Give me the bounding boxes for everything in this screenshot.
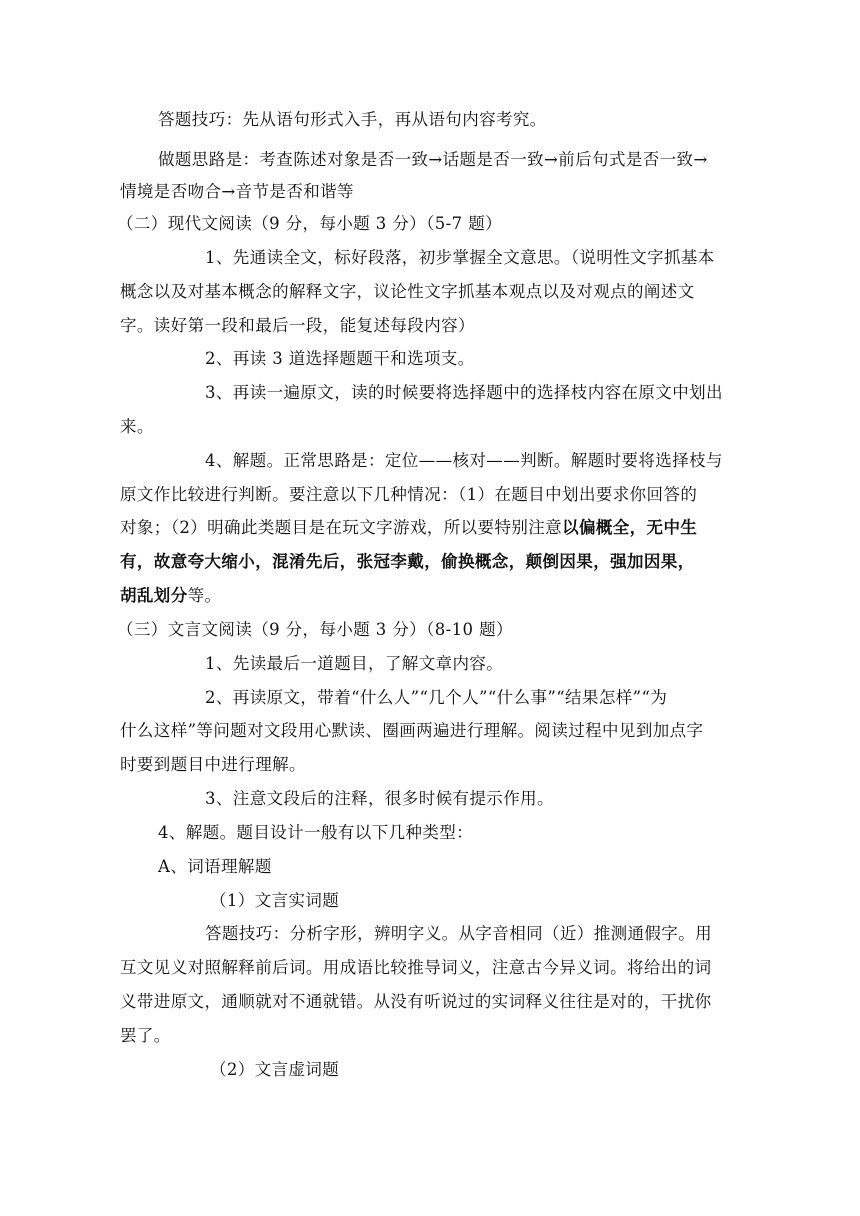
paragraph-line: 互文见义对照解释前后词。用成语比较推导词义，注意古今异义词。将给出的词 xyxy=(120,958,712,977)
section-heading-modern-reading: （二）现代文阅读（9 分，每小题 3 分）（5-7 题） xyxy=(117,214,502,233)
paragraph-line: 什么这样”等问题对文段用心默读、圈画两遍进行理解。阅读过程中见到加点字 xyxy=(120,721,704,740)
section-heading-classical-reading: （三）文言文阅读（9 分，每小题 3 分）（8-10 题） xyxy=(117,620,513,639)
paragraph-line: 1、先读最后一道题目，了解文章内容。 xyxy=(205,654,504,673)
paragraph-line: 罢了。 xyxy=(120,1026,171,1045)
paragraph-line: 来。 xyxy=(120,417,154,436)
paragraph-line xyxy=(120,511,697,545)
subheading-function-words: （2）文言虚词题 xyxy=(210,1060,340,1079)
subheading-word-comprehension: A、词语理解题 xyxy=(158,857,272,876)
paragraph-line: 4、解题。题目设计一般有以下几种类型： xyxy=(158,823,474,842)
paragraph-line: 2、再读原文，带着“什么人”“几个人”“什么事”“结果怎样”“为 xyxy=(205,688,668,707)
paragraph-line: 1、先通读全文，标好段落，初步掌握全文意思。（说明性文字抓基本 xyxy=(205,248,715,267)
paragraph-line: 4、解题。正常思路是：定位——核对——判断。解题时要将选择枝与 xyxy=(205,451,723,470)
paragraph-line: 原文作比较进行判断。要注意以下几种情况：（1）在题目中划出要求你回答的 xyxy=(120,485,698,504)
paragraph-line: 时要到题目中进行理解。 xyxy=(120,755,306,774)
bold-emphasis-text: 以偏概全，无中生 xyxy=(562,518,698,537)
solving-approach-line-cont: 情境是否吻合→音节是否和谐等 xyxy=(120,182,354,201)
bold-emphasis-line: 有，故意夸大缩小，混淆先后，张冠李戴，偷换概念，颠倒因果，强加因果， xyxy=(120,552,695,571)
plain-text: 等。 xyxy=(187,586,222,605)
answer-tip-line: 答题技巧：先从语句形式入手，再从语句内容考究。 xyxy=(158,110,547,129)
paragraph-line: 字。读好第一段和最后一段，能复述每段内容） xyxy=(120,316,475,335)
plain-text: 对象；（2）明确此类题目是在玩文字游戏，所以要特别注意 xyxy=(120,518,563,537)
paragraph-line: 3、注意文段后的注释，很多时候有提示作用。 xyxy=(205,789,554,808)
bold-emphasis-text: 胡乱划分 xyxy=(120,586,188,605)
solving-approach-line: 做题思路是：考查陈述对象是否一致→话题是否一致→前后句式是否一致→ xyxy=(158,150,708,169)
paragraph-line xyxy=(120,579,221,613)
paragraph-line: 3、再读一遍原文，读的时候要将选择题中的选择枝内容在原文中划出 xyxy=(205,383,723,402)
paragraph-line: 义带进原文，通顺就对不通就错。从没有听说过的实词释义往往是对的，干扰你 xyxy=(120,992,712,1011)
paragraph-line: 概念以及对基本概念的解释文字，议论性文字抓基本观点以及对观点的阐述文 xyxy=(120,282,695,301)
subheading-content-words: （1）文言实词题 xyxy=(210,891,340,910)
paragraph-line: 2、再读 3 道选择题题干和选项支。 xyxy=(205,349,475,368)
paragraph-line: 答题技巧：分析字形，辨明字义。从字音相同（近）推测通假字。用 xyxy=(205,924,712,943)
